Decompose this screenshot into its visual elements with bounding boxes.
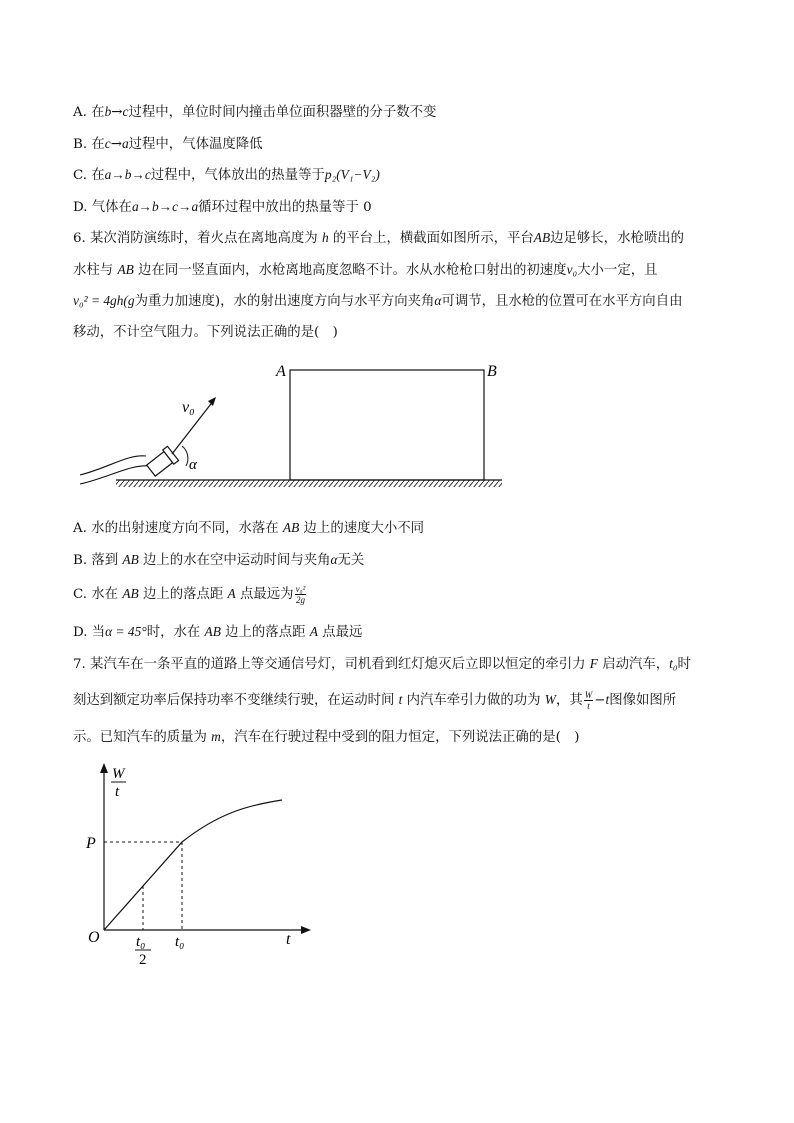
stem-text: − [594, 693, 606, 708]
var-m: m [211, 729, 221, 744]
option-text: 边上的速度大小不同 [299, 521, 425, 536]
option-text: 无关 [337, 553, 365, 568]
var-b: b [104, 104, 112, 119]
var-a-point: A [227, 586, 236, 601]
option-text: 过程中，气体温度降低 [128, 137, 263, 152]
stem-text: 图像如图所 [609, 693, 677, 708]
q5-option-b [73, 135, 263, 154]
var-v0: v₀ [566, 262, 578, 277]
label-v0: v₀ [182, 399, 195, 416]
label-alpha: α [189, 457, 197, 473]
fraction-numerator: v₀² [295, 584, 306, 594]
p-label: P [86, 835, 96, 852]
condition-expression: v₀² = 4gh( [73, 293, 128, 308]
process-path: a→b→c [104, 167, 151, 182]
option-text: 边上的水在空中运动时间与夹角 [138, 553, 331, 568]
option-text: B. 落到 [73, 553, 123, 568]
q7-graph [80, 760, 320, 970]
stem-text: 为重力加速度)，水的射出速度方向与水平方向夹角 [134, 294, 435, 309]
option-text: 过程中，气体放出的热量等于 [150, 168, 325, 183]
var-t0: t₀ [669, 656, 678, 671]
stem-text: 可调节，且水枪的位置可在水平方向自由 [441, 294, 683, 309]
option-text: A. 在 [73, 105, 105, 120]
fraction-w-over-t [584, 690, 594, 711]
stem-text: 水柱与 [73, 263, 118, 278]
origin-label: O [88, 929, 100, 946]
var-a: a [121, 136, 129, 151]
option-text: 时，水在 [146, 625, 205, 640]
tick-half-numerator: t₀ [136, 934, 146, 950]
var-ab: AB [204, 624, 221, 639]
var-t: t [605, 692, 610, 707]
fraction-numerator: W [584, 690, 593, 700]
x-axis-arrow [301, 926, 311, 934]
stem-text: 示。已知汽车的质量为 [73, 730, 212, 745]
stem-text: 内汽车牵引力做的功为 [402, 693, 545, 708]
var-ab: AB [282, 520, 300, 535]
q6-option-d [73, 623, 362, 642]
platform-rect [290, 370, 484, 480]
arrow-head [208, 397, 216, 406]
x-axis-label: t [286, 931, 291, 948]
y-label-numerator: W [112, 766, 125, 782]
var-c: c [104, 136, 111, 151]
q6-option-a [73, 519, 424, 538]
arrow: → [110, 137, 122, 152]
label-b: B [487, 363, 497, 380]
var-ab: AB [533, 230, 551, 245]
option-text: 边上的落点距 [138, 587, 228, 602]
option-text: D. 当 [73, 625, 106, 640]
q7-stem-line3 [73, 728, 579, 747]
option-text: D. 气体在 [73, 200, 132, 215]
stem-text: 大小一定，且 [577, 263, 658, 278]
var-c: c [122, 104, 129, 119]
option-text: 点最远为 [235, 587, 294, 602]
fraction-denominator: 2g [295, 595, 305, 605]
label-a: A [276, 363, 286, 380]
q6-option-b [73, 551, 364, 570]
q6-stem-line3 [73, 292, 682, 311]
var-f: F [589, 656, 598, 671]
q5-option-d [73, 198, 372, 217]
q7-stem-line1 [73, 655, 691, 674]
stem-text: 的平台上，横截面如图所示，平台 [328, 231, 534, 246]
heat-expression: p₂(V₁−V₂) [324, 167, 380, 182]
q7-stem-line2 [73, 690, 676, 711]
option-text: 点最远 [317, 625, 363, 640]
stem-text: 7. 某汽车在一条平直的道路上等交通信号灯，司机看到红灯熄灭后立即以恒定的牵引力 [73, 657, 590, 672]
var-h: h [321, 230, 329, 245]
var-w: W [544, 692, 556, 707]
stem-text: 启动汽车， [597, 657, 670, 672]
stem-text: 时 [677, 657, 691, 672]
stem-text: 边在同一竖直面内，水枪离地高度忽略不计。水从水枪枪口射出的初速度 [133, 263, 567, 278]
y-axis-arrow [100, 763, 108, 773]
var-ab: AB [122, 552, 139, 567]
var-g: g [127, 293, 135, 308]
option-text: 边上的落点距 [220, 625, 310, 640]
q6-stem-line1 [73, 229, 684, 248]
w-over-t-curve [104, 800, 282, 930]
angle-arc [182, 446, 188, 466]
var-ab: AB [117, 262, 134, 277]
y-label-denominator: t [115, 784, 120, 800]
fraction-denominator: t [587, 701, 590, 711]
var-a-point: A [309, 624, 318, 639]
arrow: → [111, 105, 123, 120]
stem-text: 边足够长，水枪喷出的 [550, 231, 685, 246]
q6-stem-line4: 移动，不计空气阻力。下列说法正确的是( ) [73, 325, 338, 340]
stem-text: 6. 某次消防演练时，着火点在离地高度为 [73, 231, 322, 246]
process-path: a→b→c→a [131, 199, 199, 214]
condition-expression: α = 45° [105, 624, 147, 639]
var-ab: AB [122, 586, 139, 601]
tick-half-denominator: 2 [139, 952, 147, 968]
var-t: t [398, 692, 403, 707]
fraction-v0sq-over-2g [295, 584, 307, 605]
q6-option-c [73, 584, 307, 605]
q6-stem-line2 [73, 261, 658, 280]
q5-option-a [73, 103, 436, 122]
q6-figure [78, 356, 508, 496]
option-text: B. 在 [73, 137, 105, 152]
hose [80, 456, 146, 475]
tick-t0: t₀ [175, 934, 185, 950]
option-text: 循环过程中放出的热量等于 0 [198, 200, 372, 215]
var-alpha: α [330, 552, 338, 567]
ground-hatch [116, 480, 502, 487]
option-text: 过程中，单位时间内撞击单位面积器壁的分子数不变 [128, 105, 437, 120]
var-alpha: α [434, 293, 442, 308]
option-text: C. 水在 [73, 587, 123, 602]
option-text: A. 水的出射速度方向不同，水落在 [73, 521, 283, 536]
q5-option-c [73, 166, 380, 185]
stem-text: 刻达到额定功率后保持功率不变继续行驶，在运动时间 [73, 693, 399, 708]
stem-text: ，其 [555, 693, 583, 708]
option-text: C. 在 [73, 168, 105, 183]
stem-text: ，汽车在行驶过程中受到的阻力恒定，下列说法正确的是( ) [220, 730, 580, 745]
